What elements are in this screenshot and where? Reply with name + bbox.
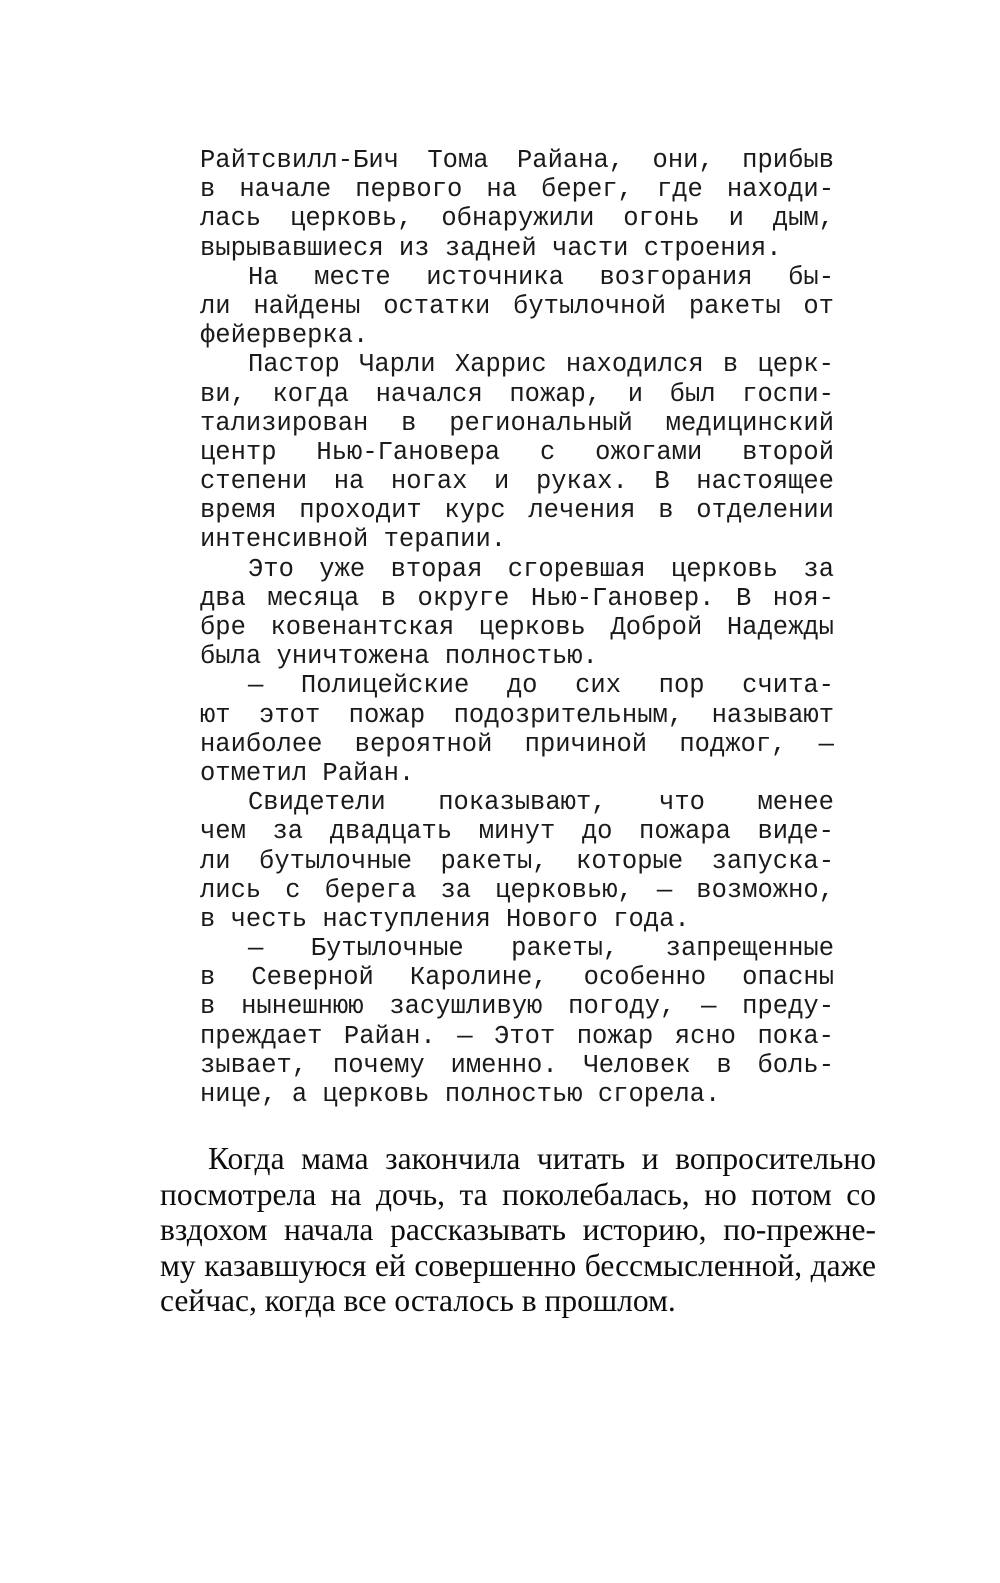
clipping-line: вырывавшиеся из задней части строения.: [200, 233, 782, 263]
clipping-line: ли найдены остатки бутылочной ракеты от: [200, 291, 834, 321]
clipping-line: в начале первого на берег, где находи-: [200, 175, 834, 205]
clipping-line: в Северной Каролине, особенно опасны: [200, 963, 834, 993]
clipping-line: время проходит курс лечения в отделении: [200, 496, 834, 526]
clipping-line: — Полицейские до сих пор счита-: [248, 671, 834, 701]
clipping-line: преждает Райан. — Этот пожар ясно пока-: [200, 1021, 834, 1051]
clipping-line: — Бутылочные ракеты, запрещенные: [248, 934, 834, 964]
clipping-line: фейерверка.: [200, 321, 369, 351]
clipping-line: Райтсвилл-Бич Тома Райана, они, прибыв: [200, 146, 834, 175]
clipping-line: ют этот пожар подозрительным, называют: [200, 700, 834, 730]
clipping-line: нице, а церковь полностью сгорела.: [200, 1080, 721, 1109]
narrative-line: му казавшуюся ей совершенно бессмысленной, даже: [160, 1247, 876, 1283]
narrative-line: сейчас, когда все осталось в прошлом.: [160, 1283, 676, 1319]
narrative-line: вздохом начала рассказывать историю, по-прежне-: [160, 1212, 876, 1248]
clipping-line: интенсивной терапии.: [200, 525, 507, 555]
clipping-line: степени на ногах и руках. В настоящее: [200, 467, 834, 497]
clipping-line: бре ковенантская церковь Доброй Надежды: [200, 613, 834, 642]
clipping-line: На месте источника возгорания бы-: [248, 262, 834, 292]
narrative-line: посмотрела на дочь, та поколебалась, но потом со: [160, 1176, 876, 1212]
clipping-line: наиболее вероятной причиной поджог, —: [200, 729, 834, 759]
clipping-line: лась церковь, обнаружили огонь и дым,: [200, 204, 834, 234]
clipping-line: отметил Райан.: [200, 758, 415, 788]
clipping-line: лись с берега за церковью, — возможно,: [200, 875, 834, 905]
clipping-line: чем за двадцать минут до пожара виде-: [200, 817, 834, 847]
newspaper-clipping: [200, 146, 834, 1109]
clipping-line: ли бутылочные ракеты, которые запуска-: [200, 846, 834, 876]
clipping-line: зывает, почему именно. Человек в боль-: [200, 1050, 834, 1080]
clipping-line: ви, когда начался пожар, и был госпи-: [200, 379, 834, 409]
clipping-line: тализирован в региональный медицинский: [200, 408, 834, 438]
clipping-line: в честь наступления Нового года.: [200, 904, 690, 934]
clipping-line: Свидетели показывают, что менее: [248, 788, 834, 818]
clipping-line: в нынешнюю засушливую погоду, — преду-: [200, 992, 834, 1022]
narrative-line: Когда мама закончила читать и вопросительно: [208, 1141, 876, 1176]
clipping-line: была уничтожена полностью.: [200, 642, 598, 672]
narrative-paragraph: [160, 1141, 876, 1319]
clipping-line: Пастор Чарли Харрис находился в церк-: [248, 350, 834, 380]
clipping-line: центр Нью-Гановера с ожогами второй: [200, 437, 834, 467]
clipping-line: Это уже вторая сгоревшая церковь за: [248, 554, 834, 584]
clipping-line: два месяца в округе Нью-Гановер. В ноя-: [200, 583, 834, 613]
